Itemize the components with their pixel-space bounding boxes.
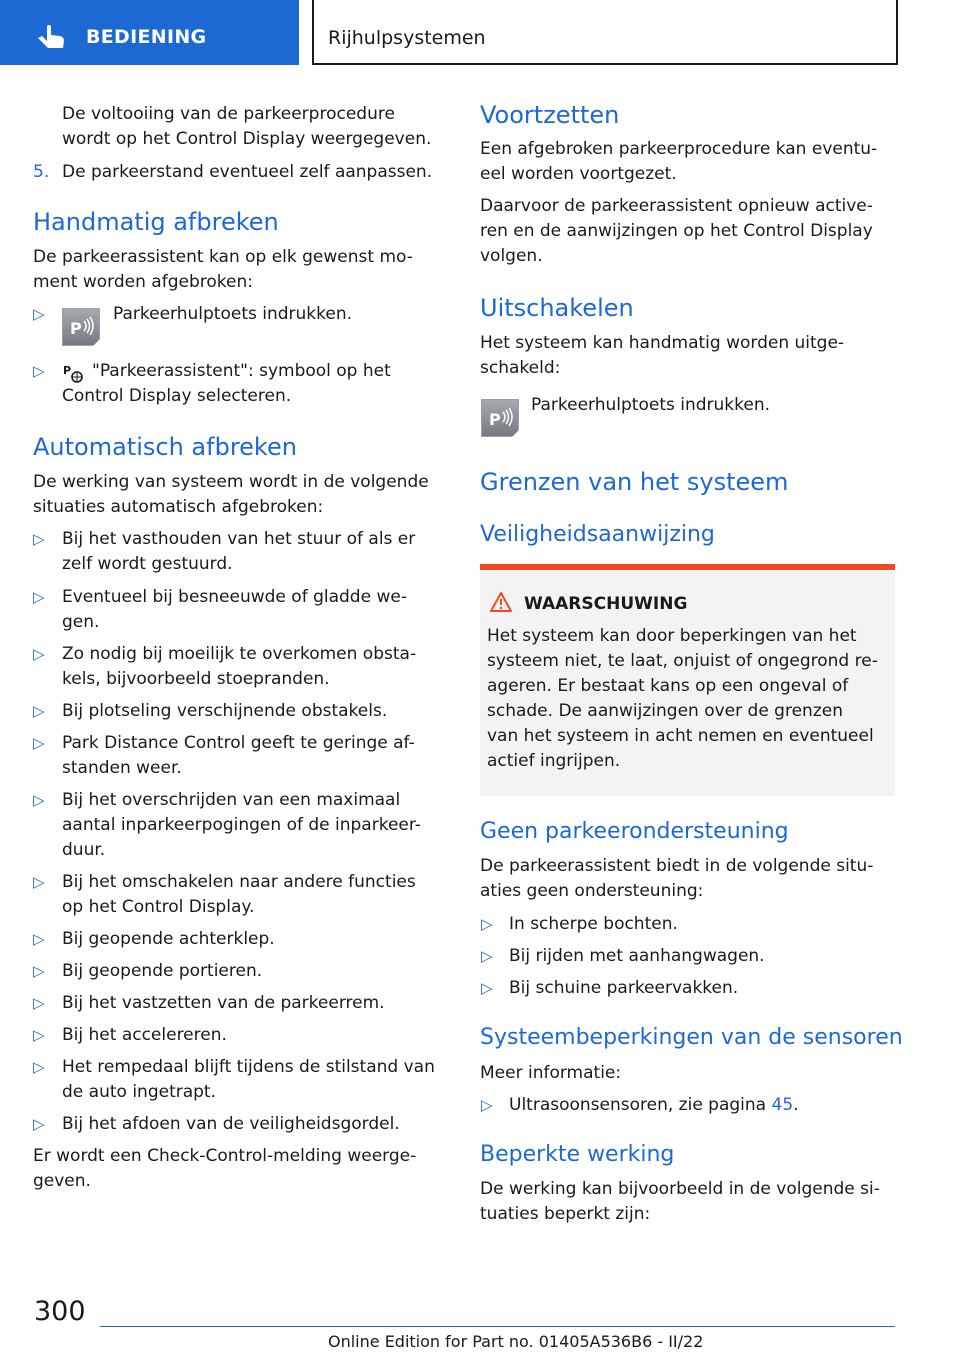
park-assist-button-icon <box>62 308 100 346</box>
list-item: Bij plotseling verschijnende obstakels. <box>62 701 388 721</box>
paragraph: Er wordt een Check-Control-melding weerge- <box>33 1146 417 1166</box>
warning-line: Het systeem kan door beperkingen van het <box>487 626 857 646</box>
paragraph: schakeld: <box>480 358 561 378</box>
bullet-triangle-icon: ▷ <box>33 702 45 720</box>
heading-safety-note: Veiligheidsaanwijzing <box>480 522 715 547</box>
list-item: Bij het omschakelen naar andere functies <box>62 872 416 892</box>
bullet-text: Control Display selecteren. <box>62 386 292 406</box>
bullet-triangle-icon: ▷ <box>33 1115 45 1133</box>
list-item: Bij het vastzetten van de parkeerrem. <box>62 993 385 1013</box>
list-item: Eventueel bij besneeuwde of gladde we- <box>62 587 407 607</box>
list-item: In scherpe bochten. <box>509 914 678 934</box>
list-item: Bij schuine parkeervakken. <box>509 978 739 998</box>
button-instruction: Parkeerhulptoets indrukken. <box>531 395 771 415</box>
paragraph: situaties automatisch afgebroken: <box>33 497 324 517</box>
cross-reference: Ultrasoonsensoren, zie pagina 45. <box>509 1095 799 1115</box>
list-item: Zo nodig bij moeilijk te overkomen obsta- <box>62 644 417 664</box>
paragraph: geven. <box>33 1171 91 1191</box>
list-item: op het Control Display. <box>62 897 255 917</box>
bullet-triangle-icon: ▷ <box>33 305 45 323</box>
svg-text:P: P <box>70 319 82 338</box>
svg-text:P: P <box>63 364 72 377</box>
list-item: Bij het accelereren. <box>62 1025 227 1045</box>
bullet-triangle-icon: ▷ <box>33 530 45 548</box>
heading-switch-off: Uitschakelen <box>480 294 634 322</box>
chapter-header <box>312 0 898 65</box>
bullet-triangle-icon: ▷ <box>33 734 45 752</box>
step-number: 5. <box>33 162 50 182</box>
list-item: Bij het afdoen van de veiligheidsgordel. <box>62 1114 400 1134</box>
hand-pointer-icon <box>36 24 66 50</box>
bullet-triangle-icon: ▷ <box>33 645 45 663</box>
heading-system-limits: Grenzen van het systeem <box>480 468 789 496</box>
paragraph: ren en de aanwijzingen op het Control Display <box>480 221 873 241</box>
list-item: standen weer. <box>62 758 182 778</box>
paragraph: tuaties beperkt zijn: <box>480 1204 651 1224</box>
page-number: 300 <box>34 1296 86 1327</box>
list-item: Bij het vasthouden van het stuur of als er <box>62 529 416 549</box>
paragraph: De werking kan bijvoorbeeld in de volgende si- <box>480 1179 880 1199</box>
bullet-triangle-icon: ▷ <box>481 979 493 997</box>
paragraph: volgen. <box>480 246 543 266</box>
paragraph: Meer informatie: <box>480 1063 622 1083</box>
paragraph: aties geen ondersteuning: <box>480 881 704 901</box>
warning-triangle-icon <box>489 591 513 613</box>
step-text: De parkeerstand eventueel zelf aanpassen. <box>62 162 433 182</box>
bullet-triangle-icon: ▷ <box>481 915 493 933</box>
list-item: Bij het overschrijden van een maximaal <box>62 790 401 810</box>
chapter-title: Rijhulpsystemen <box>328 27 486 49</box>
heading-manual-cancel: Handmatig afbreken <box>33 208 279 236</box>
list-item: zelf wordt gestuurd. <box>62 554 233 574</box>
bullet-triangle-icon: ▷ <box>481 1096 493 1114</box>
warning-line: van het systeem in acht nemen en eventueel <box>487 726 874 746</box>
heading-auto-cancel: Automatisch afbreken <box>33 433 297 461</box>
paragraph: De parkeerassistent biedt in de volgende situ- <box>480 856 874 876</box>
warning-line: systeem niet, te laat, onjuist of ongegrond re- <box>487 651 878 671</box>
heading-no-parking-support: Geen parkeerondersteuning <box>480 819 789 844</box>
park-assist-symbol-icon <box>62 362 86 384</box>
bullet-triangle-icon: ▷ <box>33 1058 45 1076</box>
bullet-triangle-icon: ▷ <box>33 873 45 891</box>
bullet-triangle-icon: ▷ <box>481 947 493 965</box>
warning-line: ageren. Er bestaat kans op een ongeval of <box>487 676 849 696</box>
section-header <box>0 0 299 65</box>
list-item: gen. <box>62 612 100 632</box>
edition-note: Online Edition for Part no. 01405A536B6 - II/22 <box>328 1332 704 1351</box>
heading-limited-function: Beperkte werking <box>480 1142 675 1167</box>
paragraph: Het systeem kan handmatig worden uitge- <box>480 333 845 353</box>
paragraph: De parkeerassistent kan op elk gewenst mo- <box>33 247 413 267</box>
heading-continue: Voortzetten <box>480 101 620 129</box>
warning-line: actief ingrijpen. <box>487 751 621 771</box>
svg-text:P: P <box>489 410 501 429</box>
bullet-triangle-icon: ▷ <box>33 930 45 948</box>
park-assist-button-icon <box>481 399 519 437</box>
page-link[interactable]: 45 <box>771 1095 794 1115</box>
paragraph: ment worden afgebroken: <box>33 272 253 292</box>
bullet-triangle-icon: ▷ <box>33 1026 45 1044</box>
list-item: Het rempedaal blijft tijdens de stilstand van <box>62 1057 435 1077</box>
list-item: Park Distance Control geeft te geringe af- <box>62 733 415 753</box>
footer-divider <box>100 1326 895 1327</box>
bullet-triangle-icon: ▷ <box>33 962 45 980</box>
list-item: duur. <box>62 840 106 860</box>
paragraph: eel worden voortgezet. <box>480 164 677 184</box>
bullet-triangle-icon: ▷ <box>33 791 45 809</box>
paragraph: Een afgebroken parkeerprocedure kan eventu- <box>480 139 878 159</box>
bullet-triangle-icon: ▷ <box>33 362 45 380</box>
bullet-triangle-icon: ▷ <box>33 994 45 1012</box>
paragraph: Daarvoor de parkeerassistent opnieuw active- <box>480 196 873 216</box>
list-item: de auto ingetrapt. <box>62 1082 216 1102</box>
paragraph: De werking van systeem wordt in de volgende <box>33 472 429 492</box>
intro-line: De voltooiing van de parkeerprocedure <box>62 104 395 124</box>
heading-sensor-limitations: Systeembeperkingen van de sensoren <box>480 1025 903 1050</box>
warning-title: WAARSCHUWING <box>524 594 688 614</box>
section-title: BEDIENING <box>86 26 207 48</box>
warning-line: schade. De aanwijzingen over de grenzen <box>487 701 843 721</box>
list-item: Bij geopende achterklep. <box>62 929 275 949</box>
list-item: kels, bijvoorbeeld stoepranden. <box>62 669 330 689</box>
bullet-text: Parkeerhulptoets indrukken. <box>113 304 353 324</box>
list-item: Bij rijden met aanhangwagen. <box>509 946 765 966</box>
bullet-triangle-icon: ▷ <box>33 588 45 606</box>
list-item: Bij geopende portieren. <box>62 961 263 981</box>
intro-line: wordt op het Control Display weergegeven. <box>62 129 432 149</box>
bullet-text: "Parkeerassistent": symbool op het <box>92 361 391 381</box>
list-item: aantal inparkeerpogingen of de inparkeer- <box>62 815 421 835</box>
